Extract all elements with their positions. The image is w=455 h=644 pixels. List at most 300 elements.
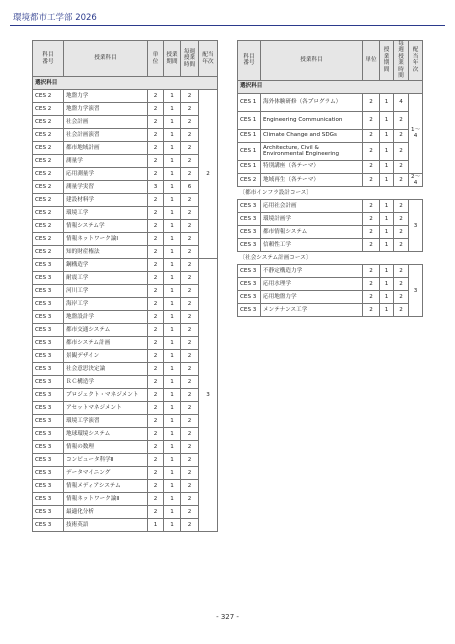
course-weekly-hours: 2 <box>394 239 409 252</box>
course-row <box>33 285 218 298</box>
course-name: 特別講座（各テーマ） <box>261 160 363 173</box>
course-credits: 2 <box>148 454 164 467</box>
course-name: 応用地盤力学 <box>261 291 363 304</box>
course-name: 建設材料学 <box>64 194 148 207</box>
course-credits: 2 <box>363 200 380 213</box>
col-year-header: 配当 年次 <box>199 41 218 77</box>
course-credits: 1 <box>148 519 164 532</box>
document-header-title: 環境都市工学部 2026 <box>13 13 97 23</box>
course-period: 1 <box>380 226 394 239</box>
course-credits: 2 <box>148 194 164 207</box>
course-weekly-hours: 2 <box>181 90 199 103</box>
year-assigned: 3 <box>409 265 423 317</box>
course-name: 測量学実習 <box>64 181 148 194</box>
course-credits: 2 <box>148 337 164 350</box>
course-row <box>33 402 218 415</box>
course-row <box>33 363 218 376</box>
col-code-header: 科目 番号 <box>33 41 64 77</box>
course-weekly-hours: 2 <box>181 129 199 142</box>
right-course-table <box>237 40 423 317</box>
course-code: CES 2 <box>33 155 64 168</box>
course-code: CES 3 <box>33 467 64 480</box>
course-name: コンピュータ科学Ⅱ <box>64 454 148 467</box>
course-code: CES 2 <box>238 173 261 187</box>
course-period: 1 <box>380 93 394 111</box>
course-credits: 2 <box>148 389 164 402</box>
course-code: CES 3 <box>33 519 64 532</box>
course-code: CES 3 <box>238 291 261 304</box>
course-period: 1 <box>380 239 394 252</box>
course-credits: 3 <box>148 181 164 194</box>
course-credits: 2 <box>148 142 164 155</box>
course-code: CES 2 <box>33 181 64 194</box>
course-code: CES 3 <box>33 506 64 519</box>
course-name: 都市交通システム <box>64 324 148 337</box>
course-weekly-hours: 4 <box>394 93 409 111</box>
course-credits: 2 <box>148 402 164 415</box>
course-row <box>33 194 218 207</box>
course-row <box>33 428 218 441</box>
course-period: 1 <box>380 213 394 226</box>
course-name: プロジェクト・マネジメント <box>64 389 148 402</box>
course-row <box>33 480 218 493</box>
course-row <box>238 200 423 213</box>
course-period: 1 <box>380 291 394 304</box>
course-credits: 2 <box>148 467 164 480</box>
course-credits: 2 <box>363 226 380 239</box>
course-period: 1 <box>164 168 181 181</box>
course-code: CES 3 <box>33 493 64 506</box>
course-period: 1 <box>164 142 181 155</box>
course-weekly-hours: 2 <box>394 129 409 142</box>
course-credits: 2 <box>148 428 164 441</box>
course-credits: 2 <box>148 90 164 103</box>
course-name: 測量学 <box>64 155 148 168</box>
course-weekly-hours: 2 <box>181 428 199 441</box>
course-name: 環境計画学 <box>261 213 363 226</box>
course-row <box>33 441 218 454</box>
course-code: CES 3 <box>33 324 64 337</box>
course-name: 河川工学 <box>64 285 148 298</box>
course-name: 応用測量学 <box>64 168 148 181</box>
course-credits: 2 <box>148 259 164 272</box>
course-period: 1 <box>164 493 181 506</box>
col-year-header: 配当 年次 <box>409 41 423 81</box>
course-code: CES 1 <box>238 142 261 160</box>
course-credits: 2 <box>363 278 380 291</box>
course-period: 1 <box>164 207 181 220</box>
col-period-header: 授業 期間 <box>380 41 394 81</box>
section-row <box>33 77 218 90</box>
course-credits: 2 <box>148 376 164 389</box>
course-credits: 2 <box>148 506 164 519</box>
course-row <box>33 298 218 311</box>
course-credits: 2 <box>148 168 164 181</box>
course-row <box>33 233 218 246</box>
course-weekly-hours: 2 <box>181 233 199 246</box>
course-name: 応用社会計画 <box>261 200 363 213</box>
course-code: CES 3 <box>33 376 64 389</box>
course-period: 1 <box>380 173 394 187</box>
course-code: CES 3 <box>33 402 64 415</box>
course-period: 1 <box>380 200 394 213</box>
course-name: 応用水理学 <box>261 278 363 291</box>
course-code: CES 3 <box>33 428 64 441</box>
course-weekly-hours: 2 <box>394 160 409 173</box>
course-code: CES 3 <box>33 337 64 350</box>
course-row <box>238 173 423 187</box>
course-period: 1 <box>164 181 181 194</box>
year-assigned: 2〜4 <box>409 173 423 187</box>
course-weekly-hours: 2 <box>181 415 199 428</box>
course-code: CES 2 <box>33 129 64 142</box>
course-code: CES 1 <box>238 111 261 129</box>
course-period: 1 <box>380 160 394 173</box>
col-period-header: 授業 期間 <box>164 41 181 77</box>
course-name: 技術英語 <box>64 519 148 532</box>
course-code: CES 1 <box>238 160 261 173</box>
course-name: 情報ネットワーク論Ⅰ <box>64 233 148 246</box>
course-weekly-hours: 2 <box>394 278 409 291</box>
course-row <box>238 278 423 291</box>
course-credits: 2 <box>148 324 164 337</box>
course-period: 1 <box>164 519 181 532</box>
course-row <box>238 111 423 129</box>
course-period: 1 <box>164 363 181 376</box>
course-weekly-hours: 2 <box>181 376 199 389</box>
course-weekly-hours: 2 <box>181 493 199 506</box>
course-weekly-hours: 2 <box>181 259 199 272</box>
course-weekly-hours: 2 <box>394 304 409 317</box>
course-name: 海外体験研修（各プログラム） <box>261 93 363 111</box>
course-period: 1 <box>164 350 181 363</box>
course-weekly-hours: 2 <box>181 311 199 324</box>
course-weekly-hours: 2 <box>181 246 199 259</box>
course-weekly-hours: 2 <box>181 389 199 402</box>
course-credits: 2 <box>148 220 164 233</box>
course-period: 1 <box>164 259 181 272</box>
course-period: 1 <box>164 116 181 129</box>
course-row <box>238 129 423 142</box>
course-name: 地域再生（各テーマ） <box>261 173 363 187</box>
course-row <box>33 454 218 467</box>
header-rule <box>10 25 445 26</box>
course-period: 1 <box>164 506 181 519</box>
course-row <box>33 246 218 259</box>
course-weekly-hours: 2 <box>181 116 199 129</box>
course-period: 1 <box>164 129 181 142</box>
course-code: CES 3 <box>33 259 64 272</box>
section-row <box>238 80 423 93</box>
course-code: CES 3 <box>33 272 64 285</box>
course-code: CES 3 <box>238 200 261 213</box>
course-credits: 2 <box>148 350 164 363</box>
course-code: CES 2 <box>33 233 64 246</box>
course-period: 1 <box>164 194 181 207</box>
course-code: CES 3 <box>33 363 64 376</box>
course-credits: 2 <box>363 291 380 304</box>
course-credits: 2 <box>363 173 380 187</box>
course-code: CES 3 <box>238 213 261 226</box>
course-weekly-hours: 2 <box>181 519 199 532</box>
course-credits: 2 <box>148 493 164 506</box>
col-name-header: 授業科目 <box>64 41 148 77</box>
course-name: 都市地域計画 <box>64 142 148 155</box>
col-weekly-header: 毎週 授業 時間 <box>394 41 409 81</box>
course-period: 1 <box>380 265 394 278</box>
course-weekly-hours: 2 <box>181 363 199 376</box>
course-code: CES 2 <box>33 194 64 207</box>
course-credits: 2 <box>363 160 380 173</box>
course-period: 1 <box>164 103 181 116</box>
course-code: CES 2 <box>33 90 64 103</box>
course-period: 1 <box>164 402 181 415</box>
course-row <box>33 142 218 155</box>
course-credits: 2 <box>148 441 164 454</box>
course-credits: 2 <box>148 311 164 324</box>
course-code: CES 3 <box>238 239 261 252</box>
col-name-header: 授業科目 <box>261 41 363 81</box>
course-weekly-hours: 2 <box>181 194 199 207</box>
course-weekly-hours: 2 <box>181 324 199 337</box>
section-label: 選択科目 <box>33 77 218 90</box>
course-name: 都市情報システム <box>261 226 363 239</box>
course-weekly-hours: 2 <box>394 200 409 213</box>
course-row <box>33 155 218 168</box>
course-name: 最適化分析 <box>64 506 148 519</box>
course-credits: 2 <box>148 246 164 259</box>
course-period: 1 <box>380 278 394 291</box>
course-period: 1 <box>164 285 181 298</box>
course-weekly-hours: 2 <box>394 226 409 239</box>
course-period: 1 <box>164 220 181 233</box>
course-period: 1 <box>164 441 181 454</box>
course-weekly-hours: 2 <box>181 454 199 467</box>
course-row <box>33 259 218 272</box>
course-code: CES 3 <box>33 441 64 454</box>
course-weekly-hours: 2 <box>394 213 409 226</box>
course-credits: 2 <box>148 103 164 116</box>
course-name: Engineering Communication <box>261 111 363 129</box>
course-weekly-hours: 2 <box>181 441 199 454</box>
course-name: 情報メディアシステム <box>64 480 148 493</box>
course-row <box>33 116 218 129</box>
course-name: メンテナンス工学 <box>261 304 363 317</box>
course-name: Architecture, Civil & Environmental Engineering <box>261 142 363 160</box>
course-period: 1 <box>380 129 394 142</box>
course-credits: 2 <box>148 207 164 220</box>
course-name: 社会計画 <box>64 116 148 129</box>
year-assigned: 3 <box>409 200 423 252</box>
course-credits: 2 <box>363 239 380 252</box>
course-row <box>33 168 218 181</box>
course-period: 1 <box>164 389 181 402</box>
course-row <box>238 304 423 317</box>
course-weekly-hours: 2 <box>394 173 409 187</box>
course-period: 1 <box>164 272 181 285</box>
course-row <box>238 291 423 304</box>
course-credits: 2 <box>148 116 164 129</box>
course-credits: 2 <box>363 111 380 129</box>
right-header-row <box>238 41 423 81</box>
course-track-label: 〔都市インフラ設計コース〕 <box>238 187 423 200</box>
course-code: CES 3 <box>33 454 64 467</box>
col-weekly-header: 毎週 授業 時間 <box>181 41 199 77</box>
course-row <box>33 103 218 116</box>
course-row <box>33 467 218 480</box>
col-credits-header: 単位 <box>363 41 380 81</box>
course-row <box>238 213 423 226</box>
course-period: 1 <box>164 376 181 389</box>
course-credits: 2 <box>363 93 380 111</box>
course-weekly-hours: 2 <box>394 291 409 304</box>
course-name: 信頼性工学 <box>261 239 363 252</box>
course-period: 1 <box>380 142 394 160</box>
year-assigned: 2 <box>199 90 218 259</box>
col-code-header: 科目 番号 <box>238 41 261 81</box>
course-row <box>238 93 423 111</box>
course-weekly-hours: 2 <box>181 480 199 493</box>
course-name: 鋼構造学 <box>64 259 148 272</box>
course-weekly-hours: 2 <box>181 350 199 363</box>
course-name: 知的財産権法 <box>64 246 148 259</box>
course-code: CES 1 <box>238 129 261 142</box>
course-credits: 2 <box>148 272 164 285</box>
course-weekly-hours: 2 <box>181 285 199 298</box>
col-credits-header: 単位 <box>148 41 164 77</box>
course-track-label: 〔社会システム計画コース〕 <box>238 252 423 265</box>
course-credits: 2 <box>363 304 380 317</box>
course-credits: 2 <box>148 129 164 142</box>
course-weekly-hours: 2 <box>181 207 199 220</box>
course-code: CES 1 <box>238 93 261 111</box>
course-row <box>33 181 218 194</box>
course-credits: 2 <box>363 129 380 142</box>
course-row <box>33 129 218 142</box>
course-code: CES 3 <box>33 480 64 493</box>
course-period: 1 <box>164 480 181 493</box>
course-row <box>33 519 218 532</box>
course-period: 1 <box>380 304 394 317</box>
course-row <box>33 90 218 103</box>
course-credits: 2 <box>363 265 380 278</box>
course-name: 情報システム学 <box>64 220 148 233</box>
course-weekly-hours: 2 <box>181 220 199 233</box>
course-row <box>33 272 218 285</box>
course-period: 1 <box>164 337 181 350</box>
course-name: 都市システム計画 <box>64 337 148 350</box>
course-code: CES 2 <box>33 168 64 181</box>
course-period: 1 <box>164 155 181 168</box>
course-name: 地盤力学 <box>64 90 148 103</box>
course-name: ＲＣ構造学 <box>64 376 148 389</box>
course-weekly-hours: 2 <box>181 103 199 116</box>
course-name: 耐震工学 <box>64 272 148 285</box>
course-code: CES 3 <box>238 278 261 291</box>
course-row <box>238 160 423 173</box>
left-header-row <box>33 41 218 77</box>
course-name: 不静定構造力学 <box>261 265 363 278</box>
course-name: 海岸工学 <box>64 298 148 311</box>
course-name: 地盤設計学 <box>64 311 148 324</box>
year-assigned: 3 <box>199 259 218 532</box>
course-row <box>238 142 423 160</box>
course-code: CES 2 <box>33 207 64 220</box>
course-code: CES 3 <box>33 415 64 428</box>
course-weekly-hours: 2 <box>394 111 409 129</box>
course-track-row <box>238 187 423 200</box>
course-code: CES 3 <box>238 226 261 239</box>
course-name: 環境工学 <box>64 207 148 220</box>
course-name: データマイニング <box>64 467 148 480</box>
course-row <box>33 389 218 402</box>
course-weekly-hours: 2 <box>181 402 199 415</box>
course-code: CES 3 <box>33 311 64 324</box>
course-code: CES 3 <box>33 285 64 298</box>
course-credits: 2 <box>148 285 164 298</box>
course-period: 1 <box>164 311 181 324</box>
course-row <box>33 220 218 233</box>
course-name: 環境工学演習 <box>64 415 148 428</box>
course-row <box>33 350 218 363</box>
course-period: 1 <box>380 111 394 129</box>
course-period: 1 <box>164 90 181 103</box>
course-weekly-hours: 2 <box>181 272 199 285</box>
year-assigned: 1〜4 <box>409 93 423 173</box>
course-weekly-hours: 2 <box>181 506 199 519</box>
course-credits: 2 <box>363 142 380 160</box>
course-weekly-hours: 2 <box>181 168 199 181</box>
course-weekly-hours: 2 <box>394 142 409 160</box>
course-row <box>33 207 218 220</box>
course-row <box>238 226 423 239</box>
course-row <box>238 239 423 252</box>
course-name: Climate Change and SDGs <box>261 129 363 142</box>
course-name: 地盤力学演習 <box>64 103 148 116</box>
course-row <box>33 337 218 350</box>
course-code: CES 3 <box>33 389 64 402</box>
course-period: 1 <box>164 298 181 311</box>
course-code: CES 2 <box>33 142 64 155</box>
course-period: 1 <box>164 233 181 246</box>
course-track-row <box>238 252 423 265</box>
course-code: CES 3 <box>33 350 64 363</box>
course-code: CES 2 <box>33 116 64 129</box>
course-weekly-hours: 2 <box>181 467 199 480</box>
course-period: 1 <box>164 246 181 259</box>
course-period: 1 <box>164 324 181 337</box>
course-row <box>33 311 218 324</box>
course-credits: 2 <box>148 155 164 168</box>
course-code: CES 3 <box>33 298 64 311</box>
course-code: CES 3 <box>238 304 261 317</box>
course-row <box>33 493 218 506</box>
course-credits: 2 <box>148 480 164 493</box>
course-weekly-hours: 2 <box>181 142 199 155</box>
course-code: CES 2 <box>33 246 64 259</box>
course-name: 社会計画演習 <box>64 129 148 142</box>
course-row <box>238 265 423 278</box>
course-name: 社会意思決定論 <box>64 363 148 376</box>
course-row <box>33 415 218 428</box>
course-name: アセットマネジメント <box>64 402 148 415</box>
course-weekly-hours: 6 <box>181 181 199 194</box>
course-period: 1 <box>164 415 181 428</box>
course-row <box>33 324 218 337</box>
course-credits: 2 <box>148 363 164 376</box>
left-course-table <box>32 40 218 532</box>
course-credits: 2 <box>148 233 164 246</box>
